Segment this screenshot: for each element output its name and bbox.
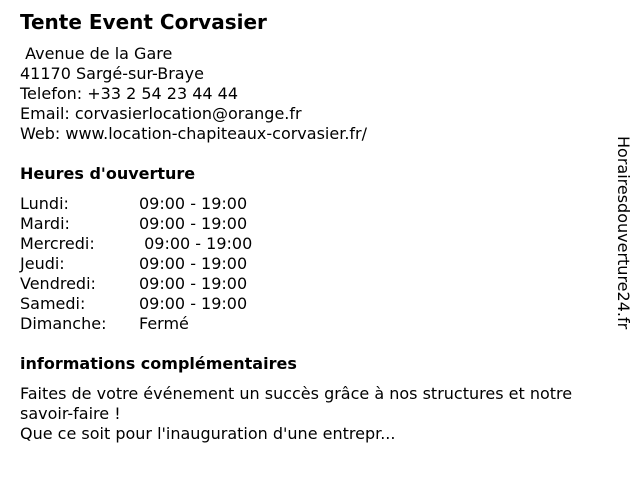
hours-row-sunday [20, 314, 320, 334]
additional-info-text [20, 384, 620, 444]
info-line-2: Que ce soit pour l'inauguration d'une entrepr... [20, 424, 396, 443]
time-value: 09:00 - 19:00 [139, 234, 253, 253]
day-label: Samedi: [20, 294, 86, 313]
time-value: 09:00 - 19:00 [139, 274, 248, 293]
time-value: Fermé [139, 314, 189, 333]
site-brand-vertical: Horairesdouverture24.fr [614, 136, 633, 330]
contact-block [20, 44, 367, 144]
hours-row-wednesday [20, 234, 320, 254]
day-label: Mardi: [20, 214, 70, 233]
info-line-1: Faites de votre événement un succès grâce à nos structures et notre savoir-faire ! [20, 384, 573, 423]
day-label: Dimanche: [20, 314, 107, 333]
day-label: Jeudi: [20, 254, 65, 273]
hours-row-saturday [20, 294, 320, 314]
time-value: 09:00 - 19:00 [139, 214, 248, 233]
hours-row-tuesday [20, 214, 320, 234]
time-value: 09:00 - 19:00 [139, 254, 248, 273]
postal-city: 41170 Sargé-sur-Braye [20, 64, 204, 83]
hours-row-friday [20, 274, 320, 294]
time-value: 09:00 - 19:00 [139, 294, 248, 313]
hours-row-thursday [20, 254, 320, 274]
website-url: Web: www.location-chapiteaux-corvasier.fr/ [20, 124, 367, 143]
opening-hours-table [20, 194, 320, 334]
day-label: Lundi: [20, 194, 69, 213]
day-label: Mercredi: [20, 234, 95, 253]
street-address: Avenue de la Gare [20, 44, 173, 63]
time-value: 09:00 - 19:00 [139, 194, 248, 213]
email-address: Email: corvasierlocation@orange.fr [20, 104, 302, 123]
additional-info-title: informations complémentaires [20, 354, 297, 373]
opening-hours-title: Heures d'ouverture [20, 164, 196, 183]
business-name: Tente Event Corvasier [20, 10, 267, 34]
day-label: Vendredi: [20, 274, 96, 293]
hours-row-monday [20, 194, 320, 214]
phone-number: Telefon: +33 2 54 23 44 44 [20, 84, 239, 103]
